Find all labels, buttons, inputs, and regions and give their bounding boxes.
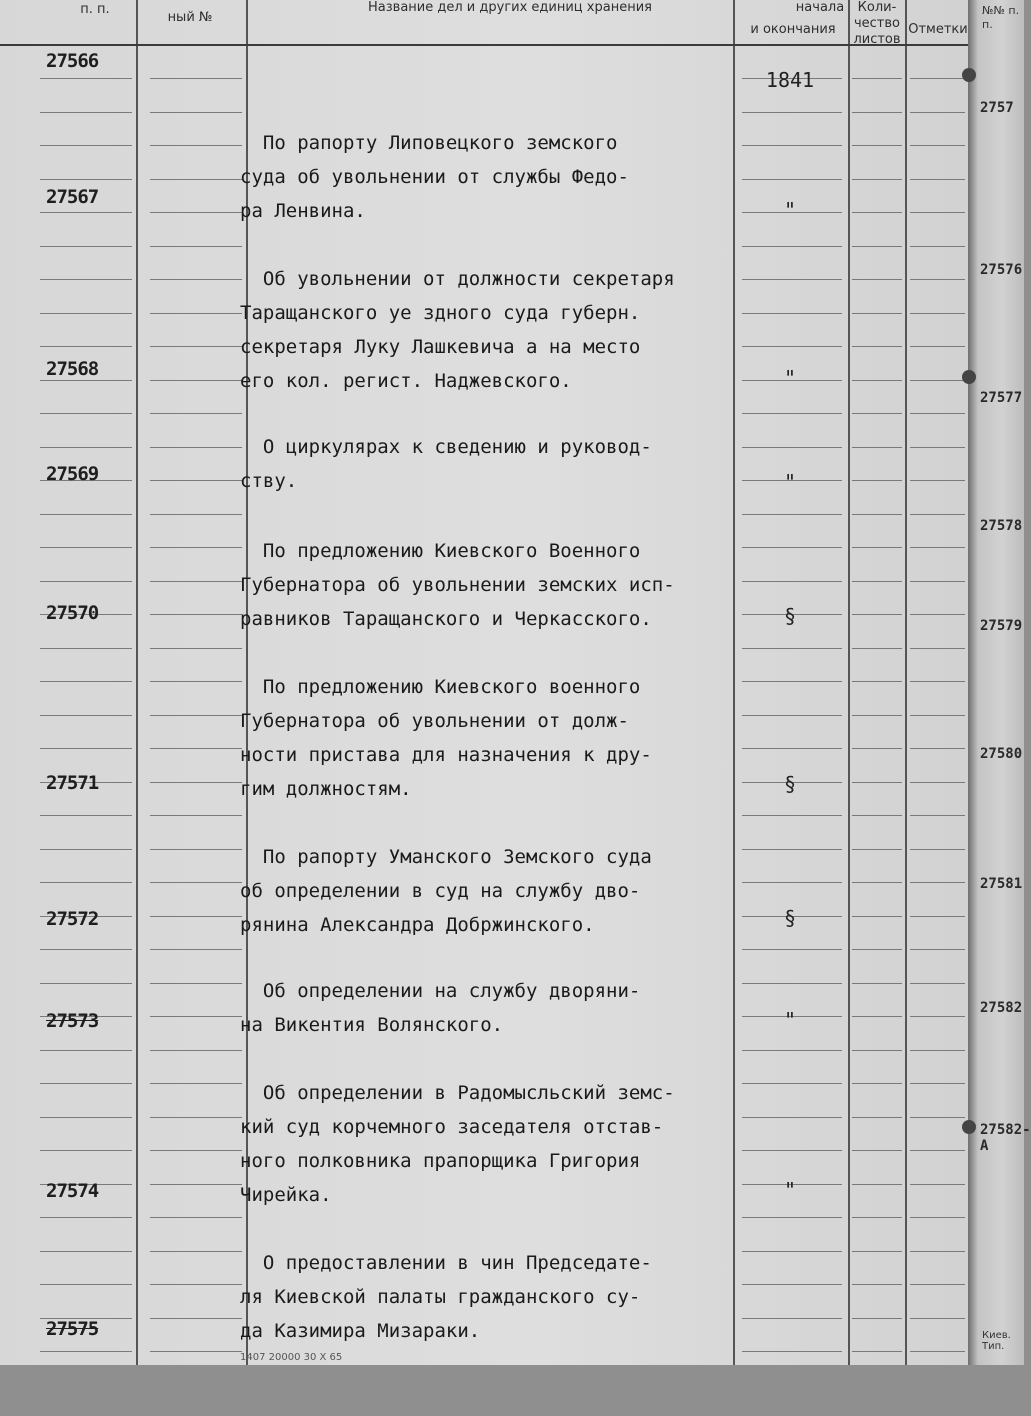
header-date-top: начала (795, 0, 845, 15)
ruling-line (150, 983, 242, 984)
ruling-line (150, 78, 242, 79)
ruling-line (40, 681, 132, 682)
ruling-line (910, 1050, 965, 1051)
ruling-line (150, 614, 242, 615)
header-date-bottom: и окончания (750, 22, 836, 37)
record-date: " (783, 198, 797, 222)
ruling-line (910, 748, 965, 749)
record-number: 27573 (46, 1010, 99, 1032)
ruling-line (150, 916, 242, 917)
ruling-line (852, 715, 902, 716)
ruling-line (910, 179, 965, 180)
ruling-line (150, 715, 242, 716)
ruling-line (852, 648, 902, 649)
ruling-line (852, 547, 902, 548)
record-title: О предоставлении в чин Председате- ля Киевской палаты гражданского су- да Казимира Мизараки. (240, 1252, 652, 1342)
record-title: Об увольнении от должности секретаря Таращанского уе здного суда губерн. секретаря Луку Лашкевича а на место его кол. регист. Наджевского. (240, 268, 675, 392)
record-date: " (783, 470, 797, 494)
ruling-line (910, 1284, 965, 1285)
ruling-line (910, 581, 965, 582)
ruling-line (910, 983, 965, 984)
record-title: Об определении в Радомысльский земс- кий суд корчемного заседателя отстав- ного полковника прапорщика Григория Чирейка. (240, 1082, 675, 1206)
ruling-line (150, 145, 242, 146)
ruling-line (150, 279, 242, 280)
column-divider (848, 0, 850, 1365)
record-number: 27567 (46, 186, 99, 208)
ruling-line (150, 1050, 242, 1051)
ruling-line (40, 1150, 132, 1151)
ruling-line (852, 882, 902, 883)
record-number: 27566 (46, 50, 99, 72)
ruling-line (910, 212, 965, 213)
ruling-line (150, 782, 242, 783)
header-notes: Отметки (908, 22, 968, 37)
ruling-line (910, 279, 965, 280)
record-number: 27570 (46, 602, 99, 624)
ruling-line (852, 849, 902, 850)
record-date: § (783, 604, 797, 628)
ruling-line (150, 581, 242, 582)
ruling-line (150, 815, 242, 816)
ruling-line (910, 1150, 965, 1151)
ruling-line (40, 1050, 132, 1051)
ruling-line (910, 380, 965, 381)
ruling-line (852, 681, 902, 682)
ruling-line (150, 648, 242, 649)
ruling-line (852, 346, 902, 347)
ruling-line (852, 1251, 902, 1252)
ruling-line (150, 882, 242, 883)
ruling-line (150, 1351, 242, 1352)
ruling-line (852, 179, 902, 180)
ruling-line (40, 949, 132, 950)
ruling-line (40, 748, 132, 749)
ruling-line (40, 849, 132, 850)
ruling-line (40, 179, 132, 180)
ruling-line (910, 112, 965, 113)
record-number: 27569 (46, 463, 99, 485)
binding-hole (962, 370, 976, 384)
ruling-line (150, 179, 242, 180)
side-footer: Киев. Тип. (982, 1330, 1011, 1352)
ruling-line (852, 748, 902, 749)
ruling-line (150, 346, 242, 347)
ruling-line (852, 112, 902, 113)
ruling-line (910, 1117, 965, 1118)
ruling-line (150, 447, 242, 448)
ruling-line (910, 447, 965, 448)
ruling-line (40, 78, 132, 79)
ruling-line (910, 916, 965, 917)
ruling-line (150, 1150, 242, 1151)
ruling-line (40, 1251, 132, 1252)
ruling-line (910, 78, 965, 79)
ruling-line (910, 1083, 965, 1084)
ruling-line (40, 648, 132, 649)
record-number: 27568 (46, 358, 99, 380)
ruling-line (910, 1251, 965, 1252)
ruling-line (852, 949, 902, 950)
ruling-line (852, 581, 902, 582)
ruling-line (150, 380, 242, 381)
column-divider (905, 0, 907, 1365)
side-number: 27576 (980, 262, 1023, 278)
ruling-line (852, 614, 902, 615)
ruling-line (150, 1217, 242, 1218)
ruling-line (852, 1184, 902, 1185)
column-divider (136, 0, 138, 1365)
ruling-line (910, 514, 965, 515)
adjacent-page-edge (968, 0, 1031, 1365)
ruling-line (852, 279, 902, 280)
ruling-line (910, 614, 965, 615)
ruling-line (40, 882, 132, 883)
ruling-line (40, 1351, 132, 1352)
ruling-line (40, 246, 132, 247)
ruling-line (910, 1184, 965, 1185)
ruling-line (852, 78, 902, 79)
ruling-line (910, 815, 965, 816)
side-number: 27582 (980, 1000, 1023, 1016)
ruling-line (910, 882, 965, 883)
ruling-line (852, 983, 902, 984)
ruling-line (910, 949, 965, 950)
ruling-line (40, 1217, 132, 1218)
ruling-line (910, 313, 965, 314)
record-date: § (783, 772, 797, 796)
ruling-line (40, 581, 132, 582)
ruling-line (852, 1117, 902, 1118)
ruling-line (910, 480, 965, 481)
ruling-line (40, 212, 132, 213)
ruling-line (40, 547, 132, 548)
ruling-line (852, 1150, 902, 1151)
ruling-line (852, 1318, 902, 1319)
record-title: По рапорту Уманского Земского суда об определении в суд на службу дво- рянина Александра Добржинского. (240, 846, 652, 936)
ruling-line (852, 145, 902, 146)
record-title: Об определении на службу дворяни- на Викентия Волянского. (240, 980, 641, 1036)
ruling-line (40, 983, 132, 984)
ruling-line (910, 1351, 965, 1352)
ruling-line (910, 145, 965, 146)
ruling-line (910, 715, 965, 716)
ruling-line (852, 212, 902, 213)
ruling-line (910, 413, 965, 414)
ruling-line (852, 782, 902, 783)
header-number: п. п. (80, 2, 110, 17)
ruling-line (150, 1117, 242, 1118)
ruling-line (40, 1117, 132, 1118)
ruling-line (910, 1318, 965, 1319)
record-number: 27575 (46, 1318, 99, 1340)
ruling-line (150, 413, 242, 414)
ruling-line (910, 547, 965, 548)
ruling-line (150, 1083, 242, 1084)
ruling-line (150, 1251, 242, 1252)
ruling-line (150, 514, 242, 515)
record-title: По рапорту Липовецкого земского суда об увольнении от службы Федо- ра Ленвина. (240, 132, 629, 222)
ruling-line (150, 1016, 242, 1017)
binding-hole (962, 1120, 976, 1134)
ruling-line (40, 380, 132, 381)
ruling-line (852, 1083, 902, 1084)
record-date: § (783, 906, 797, 930)
ruling-line (40, 715, 132, 716)
binding-hole (962, 68, 976, 82)
ruling-line (910, 1217, 965, 1218)
ruling-line (910, 648, 965, 649)
ruling-line (852, 1217, 902, 1218)
ruling-line (852, 313, 902, 314)
record-date: 1841 (765, 68, 815, 92)
record-title: По предложению Киевского Военного Губернатора об увольнении земских исп- равников Таращанского и Черкасского. (240, 540, 675, 630)
side-number: 27579 (980, 618, 1023, 634)
ruling-line (150, 246, 242, 247)
ruling-line (150, 1284, 242, 1285)
ruling-line (150, 547, 242, 548)
ruling-line (40, 1083, 132, 1084)
side-header: №№ п. п. (982, 4, 1020, 31)
ruling-line (852, 447, 902, 448)
record-title: По предложению Киевского военного Губернатора об увольнении от долж- ности пристава для назначения к дру- гим должностям. (240, 676, 652, 800)
ruling-line (150, 313, 242, 314)
side-number: 27581 (980, 876, 1023, 892)
ruling-line (150, 112, 242, 113)
ruling-line (910, 246, 965, 247)
side-number: 27582-А (980, 1122, 1031, 1154)
print-footer: 1407 20000 30 X 65 (240, 1352, 343, 1363)
record-number: 27572 (46, 908, 99, 930)
ruling-line (40, 112, 132, 113)
ruling-line (852, 916, 902, 917)
ruling-line (40, 313, 132, 314)
side-number: 27577 (980, 390, 1023, 406)
ruling-line (40, 447, 132, 448)
ruling-line (40, 1284, 132, 1285)
record-number: 27571 (46, 772, 99, 794)
header-sheets: Коли- чество листов (853, 0, 901, 47)
side-number: 2757 (980, 100, 1014, 116)
ruling-line (852, 246, 902, 247)
header-inventory: ный № (167, 10, 213, 25)
ruling-line (40, 346, 132, 347)
ruling-line (150, 681, 242, 682)
ruling-line (910, 782, 965, 783)
ruling-line (150, 480, 242, 481)
header-title: Название дел и других единиц хранения (368, 0, 652, 15)
ruling-line (150, 1184, 242, 1185)
ruling-line (852, 380, 902, 381)
record-date: " (783, 366, 797, 390)
record-title: О циркулярах к сведению и руковод- ству. (240, 436, 652, 492)
ruling-line (852, 413, 902, 414)
record-number: 27574 (46, 1180, 99, 1202)
ruling-line (40, 145, 132, 146)
side-number: 27580 (980, 746, 1023, 762)
ruling-line (150, 212, 242, 213)
record-date: " (783, 1178, 797, 1202)
side-number: 27578 (980, 518, 1023, 534)
ruling-line (40, 815, 132, 816)
ruling-line (150, 949, 242, 950)
ruling-line (852, 514, 902, 515)
ruling-line (852, 1284, 902, 1285)
ruling-line (40, 413, 132, 414)
ruling-line (40, 279, 132, 280)
ruling-line (852, 1016, 902, 1017)
ruling-line (150, 748, 242, 749)
ruling-line (910, 681, 965, 682)
ruling-line (40, 514, 132, 515)
header-rule (0, 44, 968, 46)
ruling-line (910, 849, 965, 850)
ruling-line (150, 1318, 242, 1319)
ruling-line (852, 480, 902, 481)
ruling-line (910, 1016, 965, 1017)
record-date: " (783, 1008, 797, 1032)
ruling-line (852, 1050, 902, 1051)
ruling-line (910, 346, 965, 347)
ruling-line (852, 1351, 902, 1352)
ruling-line (852, 815, 902, 816)
ruling-line (150, 849, 242, 850)
